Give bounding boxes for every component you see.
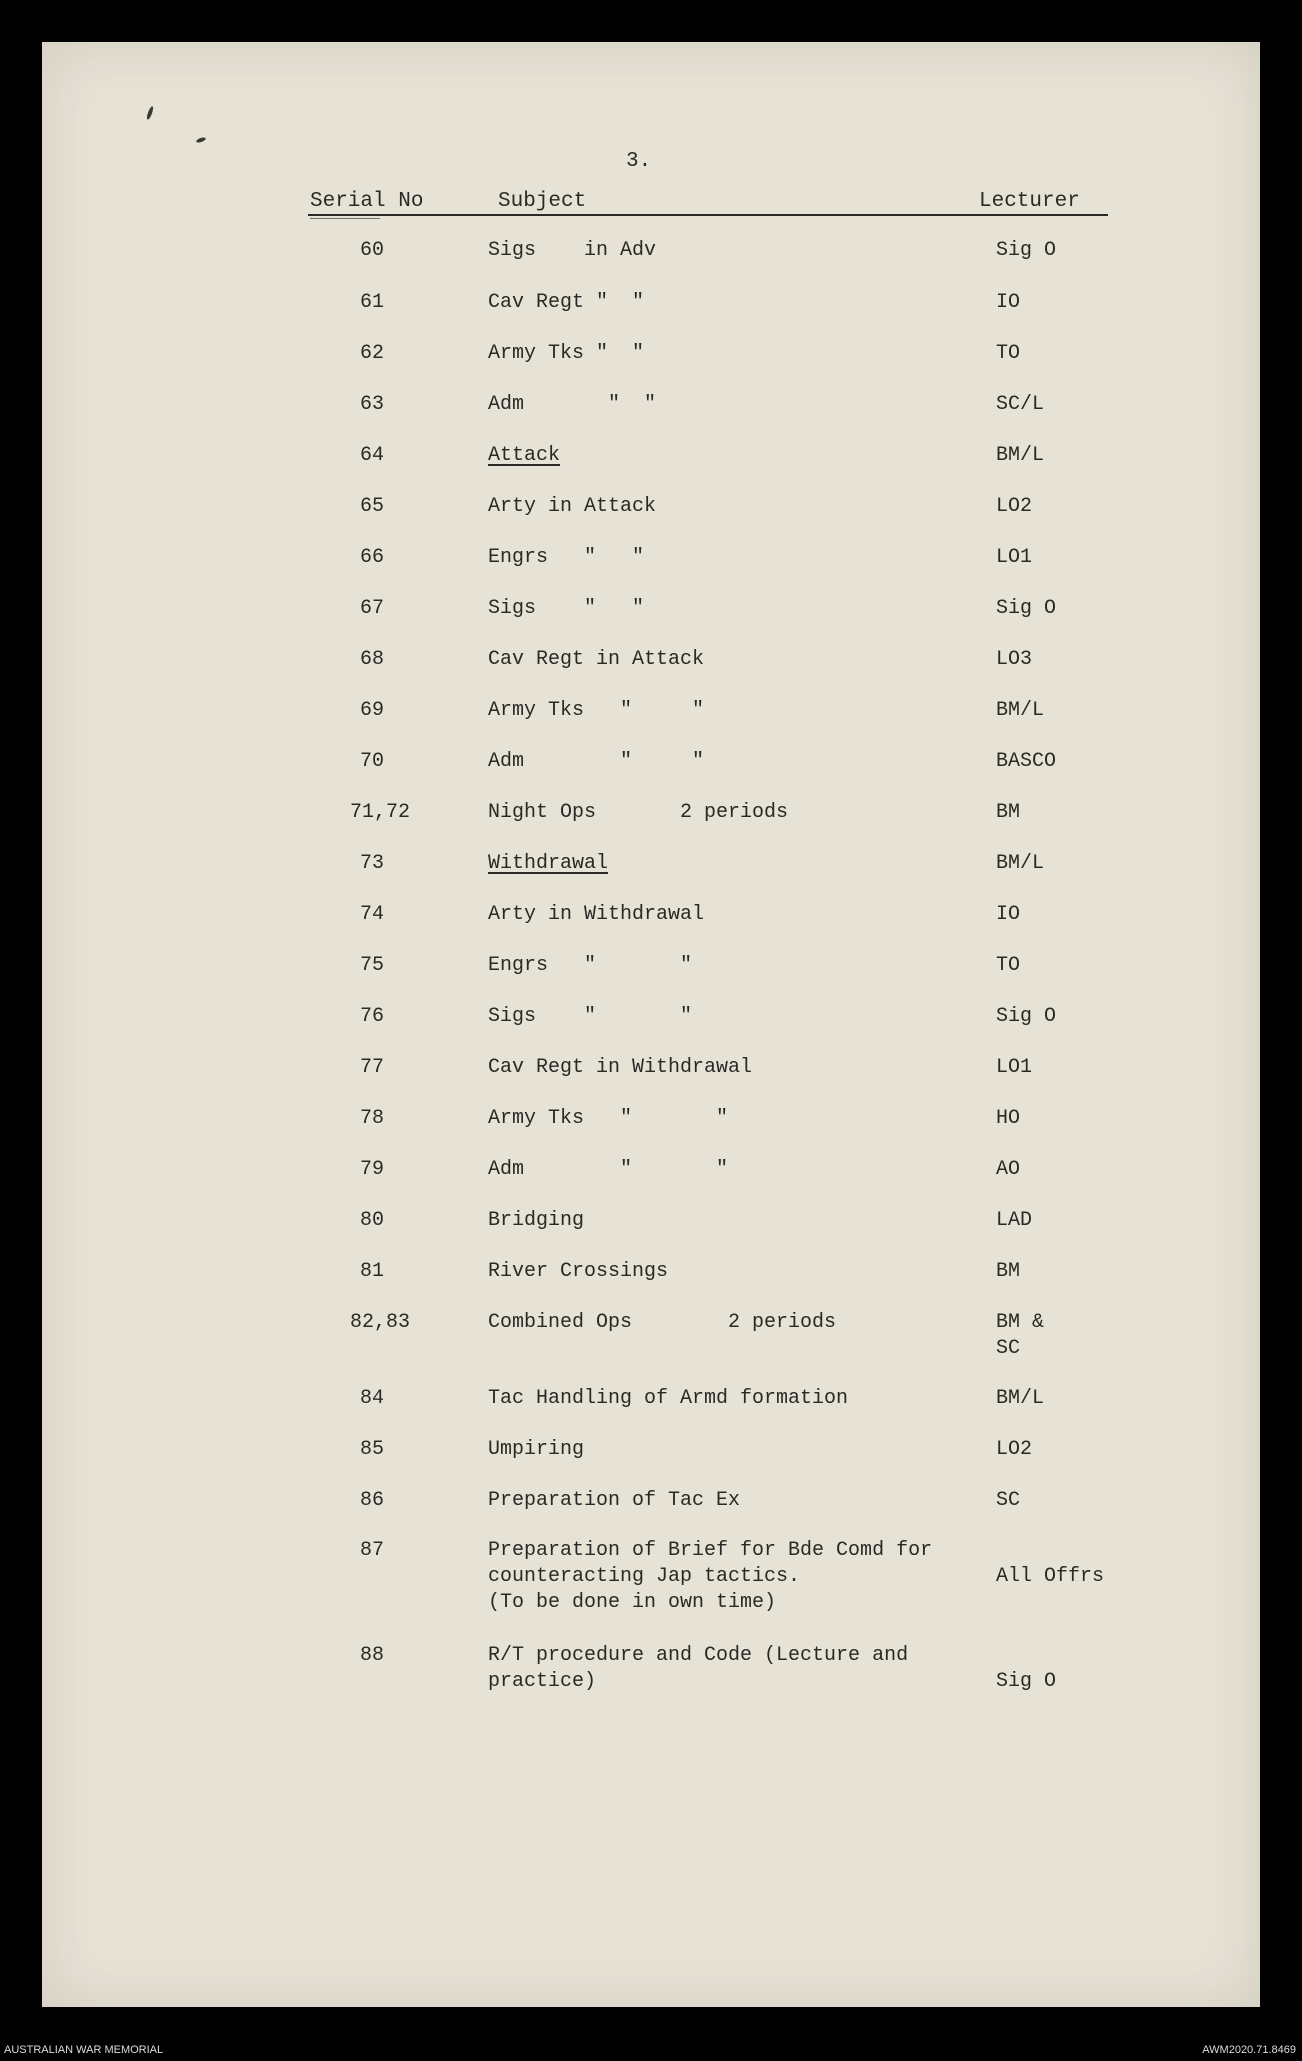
serial-number: 81 xyxy=(360,1260,385,1283)
serial-number: 60 xyxy=(360,239,385,262)
subject: Arty in Attack xyxy=(488,495,657,518)
lecturer: Sig O xyxy=(996,239,1057,262)
lecturer: Sig O xyxy=(996,1005,1057,1028)
lecturer: LO1 xyxy=(996,546,1033,569)
table-row xyxy=(0,1643,1302,1703)
subject: Adm " " xyxy=(488,393,657,416)
lecturer: Sig O xyxy=(996,1670,1057,1693)
serial-number: 78 xyxy=(360,1107,385,1130)
serial-number: 62 xyxy=(360,342,385,365)
subject: Cav Regt in Withdrawal xyxy=(488,1056,753,1079)
subject: Tac Handling of Armd formation xyxy=(488,1387,849,1410)
subject: Combined Ops 2 periods xyxy=(488,1311,837,1334)
serial-number: 82,83 xyxy=(350,1311,411,1334)
serial-number: 79 xyxy=(360,1158,385,1181)
subject: Adm " " xyxy=(488,1158,729,1181)
serial-number: 85 xyxy=(360,1438,385,1461)
lecturer: SC xyxy=(996,1489,1021,1512)
subject: Sigs " " xyxy=(488,597,645,620)
lecturer: BM & SC xyxy=(996,1311,1045,1360)
serial-number: 75 xyxy=(360,954,385,977)
lecturer: SC/L xyxy=(996,393,1045,416)
serial-number: 65 xyxy=(360,495,385,518)
serial-number: 67 xyxy=(360,597,385,620)
footer-institution: AUSTRALIAN WAR MEMORIAL xyxy=(4,2044,164,2056)
lecturer: IO xyxy=(996,291,1021,314)
table-row xyxy=(0,1538,1302,1614)
serial-number: 68 xyxy=(360,648,385,671)
subject: Attack xyxy=(488,444,561,467)
serial-number: 73 xyxy=(360,852,385,875)
lecturer: All Offrs xyxy=(996,1565,1105,1588)
subject: Bridging xyxy=(488,1209,585,1232)
serial-number: 74 xyxy=(360,903,385,926)
serial-number: 69 xyxy=(360,699,385,722)
subject: Sigs " " xyxy=(488,1005,693,1028)
lecturer: TO xyxy=(996,954,1021,977)
lecturer: BM xyxy=(996,801,1021,824)
lecturer: BM/L xyxy=(996,852,1045,875)
subject: Army Tks " " xyxy=(488,342,645,365)
subject: Engrs " " xyxy=(488,546,645,569)
lecturer: BM/L xyxy=(996,444,1045,467)
serial-number: 66 xyxy=(360,546,385,569)
subject: Arty in Withdrawal xyxy=(488,903,705,926)
subject: Army Tks " " xyxy=(488,699,705,722)
subject: Sigs in Adv xyxy=(488,239,657,262)
serial-number: 88 xyxy=(360,1644,385,1667)
serial-number: 61 xyxy=(360,291,385,314)
serial-number: 84 xyxy=(360,1387,385,1410)
lecturer: BM/L xyxy=(996,1387,1045,1410)
table-row xyxy=(0,238,1302,298)
lecturer: BASCO xyxy=(996,750,1057,773)
table-row xyxy=(0,1310,1302,1370)
lecturer: BM/L xyxy=(996,699,1045,722)
serial-number: 86 xyxy=(360,1489,385,1512)
lecturer: IO xyxy=(996,903,1021,926)
lecturer: Sig O xyxy=(996,597,1057,620)
serial-number: 63 xyxy=(360,393,385,416)
lecturer: LO2 xyxy=(996,1438,1033,1461)
subject: Preparation of Tac Ex xyxy=(488,1489,741,1512)
column-header-serial: Serial No xyxy=(310,190,424,213)
lecturer: HO xyxy=(996,1107,1021,1130)
serial-number: 71,72 xyxy=(350,801,411,824)
subject: Withdrawal xyxy=(488,852,609,875)
lecturer: BM xyxy=(996,1260,1021,1283)
serial-number: 80 xyxy=(360,1209,385,1232)
lecturer: LO3 xyxy=(996,648,1033,671)
subject: Preparation of Brief for Bde Comd for counteracting Jap tactics. (To be done in own time) xyxy=(488,1539,933,1614)
subject: Army Tks " " xyxy=(488,1107,729,1130)
serial-number: 76 xyxy=(360,1005,385,1028)
page-number: 3. xyxy=(626,150,652,173)
subject: River Crossings xyxy=(488,1260,669,1283)
subject: Umpiring xyxy=(488,1438,585,1461)
subject: Adm " " xyxy=(488,750,705,773)
subject: Engrs " " xyxy=(488,954,693,977)
subject: Cav Regt " " xyxy=(488,291,645,314)
lecturer: AO xyxy=(996,1158,1021,1181)
column-header-subject: Subject xyxy=(498,190,587,213)
serial-number: 70 xyxy=(360,750,385,773)
serial-number: 77 xyxy=(360,1056,385,1079)
footer-accession: AWM2020.71.8469 xyxy=(1202,2044,1296,2056)
subject: Cav Regt in Attack xyxy=(488,648,705,671)
lecturer: LAD xyxy=(996,1209,1033,1232)
lecturer: LO2 xyxy=(996,495,1033,518)
serial-number: 87 xyxy=(360,1539,385,1562)
subject: R/T procedure and Code (Lecture and practice) xyxy=(488,1644,909,1693)
subject: Night Ops 2 periods xyxy=(488,801,789,824)
serial-number: 64 xyxy=(360,444,385,467)
column-header-lecturer: Lecturer xyxy=(979,190,1080,213)
lecturer: LO1 xyxy=(996,1056,1033,1079)
lecturer: TO xyxy=(996,342,1021,365)
